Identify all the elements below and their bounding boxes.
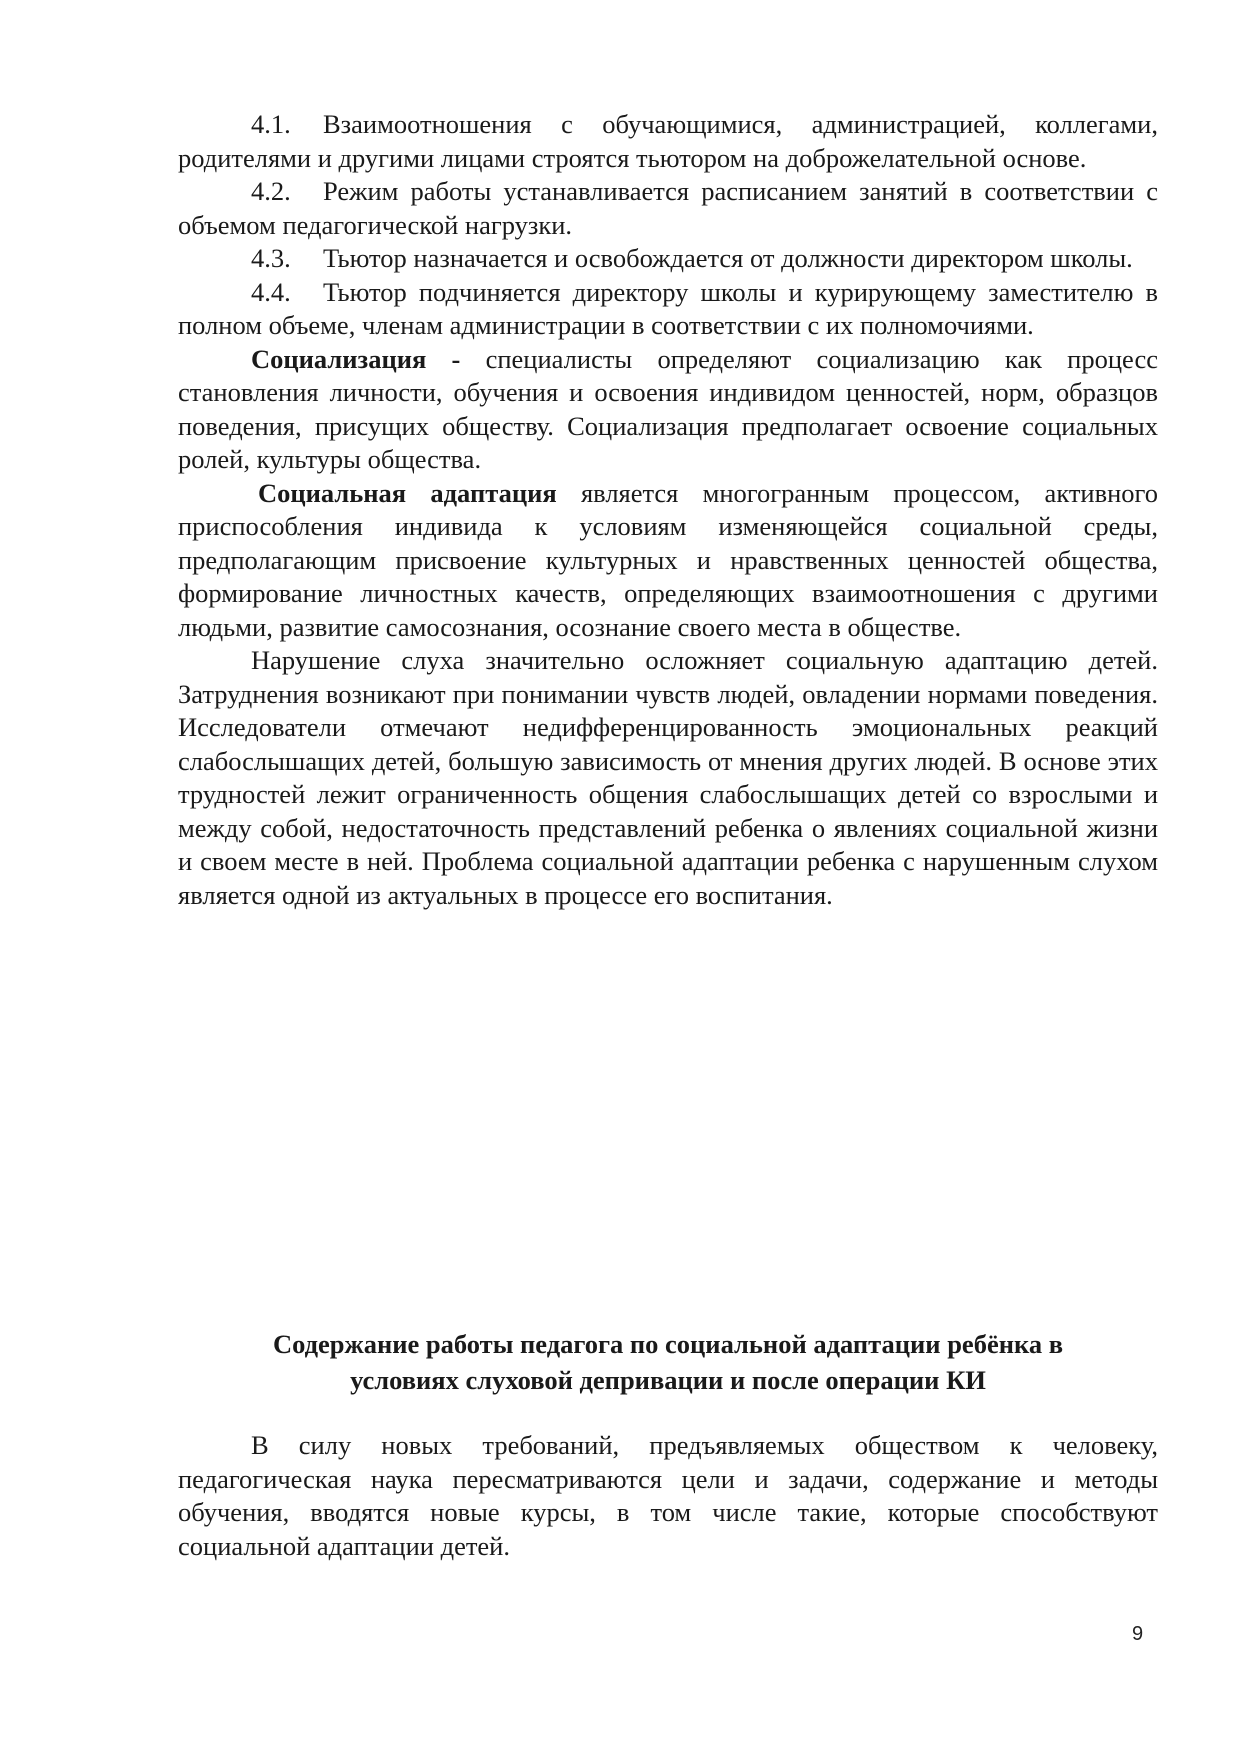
socialization-paragraph: [178, 343, 1158, 477]
main-text-block: [178, 108, 1158, 912]
hearing-paragraph: Нарушение слуха значительно осложняет социальную адаптацию детей. Затруднения возникают при понимании чувств людей, овладении нормами поведения. Исследователи отмечают недифференцированность эмоциональных реакций слабослышащих детей, большую зависимость от мнения других людей. В основе этих трудностей лежит ограниченность общения слабослышащих детей со взрослыми и между собой, недостаточность представлений ребенка о явлениях социальной жизни и своем месте в ней. Проблема социальной адаптации ребенка с нарушенным слухом является одной из актуальных в процессе его воспитания.: [178, 645, 1158, 910]
adaptation-text: является многогранным процессом, активного приспособления индивида к условиям изменяющейся социальной среды, предполагающим присвоение культурных и нравственных ценностей общества, формирование личностных качеств, определяющих взаимоотношения с другими людьми, развитие самосознания, осознание своего места в обществе.: [178, 477, 1159, 642]
item-number: 4.2.: [251, 176, 291, 206]
adaptation-paragraph: [178, 477, 1158, 645]
page-number: 9: [1132, 1623, 1144, 1645]
adaptation-term: Социальная адаптация: [258, 477, 557, 508]
section-title: [178, 1326, 1158, 1398]
item-number: 4.4.: [251, 276, 291, 307]
item-text: Тьютор назначается и освобождается от должности директором школы.: [323, 243, 1133, 273]
item-number: 4.3.: [251, 243, 291, 273]
list-item: [178, 175, 1158, 242]
final-text-block: [178, 1429, 1158, 1563]
socialization-text: специалисты определяют социализацию как процесс становления личности, обучения и освоения индивидом ценностей, норм, образцов поведения, присущих обществу. Социализация предполагает освоение социальных ролей, культуры общества.: [178, 343, 1158, 474]
section-title-line: условиях слуховой депривации и после операции КИ: [350, 1365, 986, 1395]
section-title-line: Содержание работы педагога по социальной адаптации ребёнка в: [272, 1329, 1064, 1359]
item-text: Режим работы устанавливается расписанием занятий в соответствии с объемом педагогической нагрузки.: [178, 176, 1158, 240]
item-number: 4.1.: [251, 109, 291, 139]
list-item: [178, 108, 1158, 175]
item-text: Тьютор подчиняется директору школы и курирующему заместителю в полном объеме, членам администрации в соответствии с их полномочиями.: [178, 276, 1158, 340]
item-text: Взаимоотношения с обучающимися, администрацией, коллегами, родителями и другими лицами строятся тьютором на доброжелательной основе.: [178, 109, 1158, 173]
list-item: [178, 276, 1158, 343]
socialization-term: Социализация -: [251, 343, 461, 374]
final-paragraph: В силу новых требований, предъявляемых обществом к человеку, педагогическая наука пересматриваются цели и задачи, содержание и методы обучения, вводятся новые курсы, в том числе такие, которые способствуют социальной адаптации детей.: [178, 1430, 1158, 1561]
list-item: [178, 242, 1158, 276]
